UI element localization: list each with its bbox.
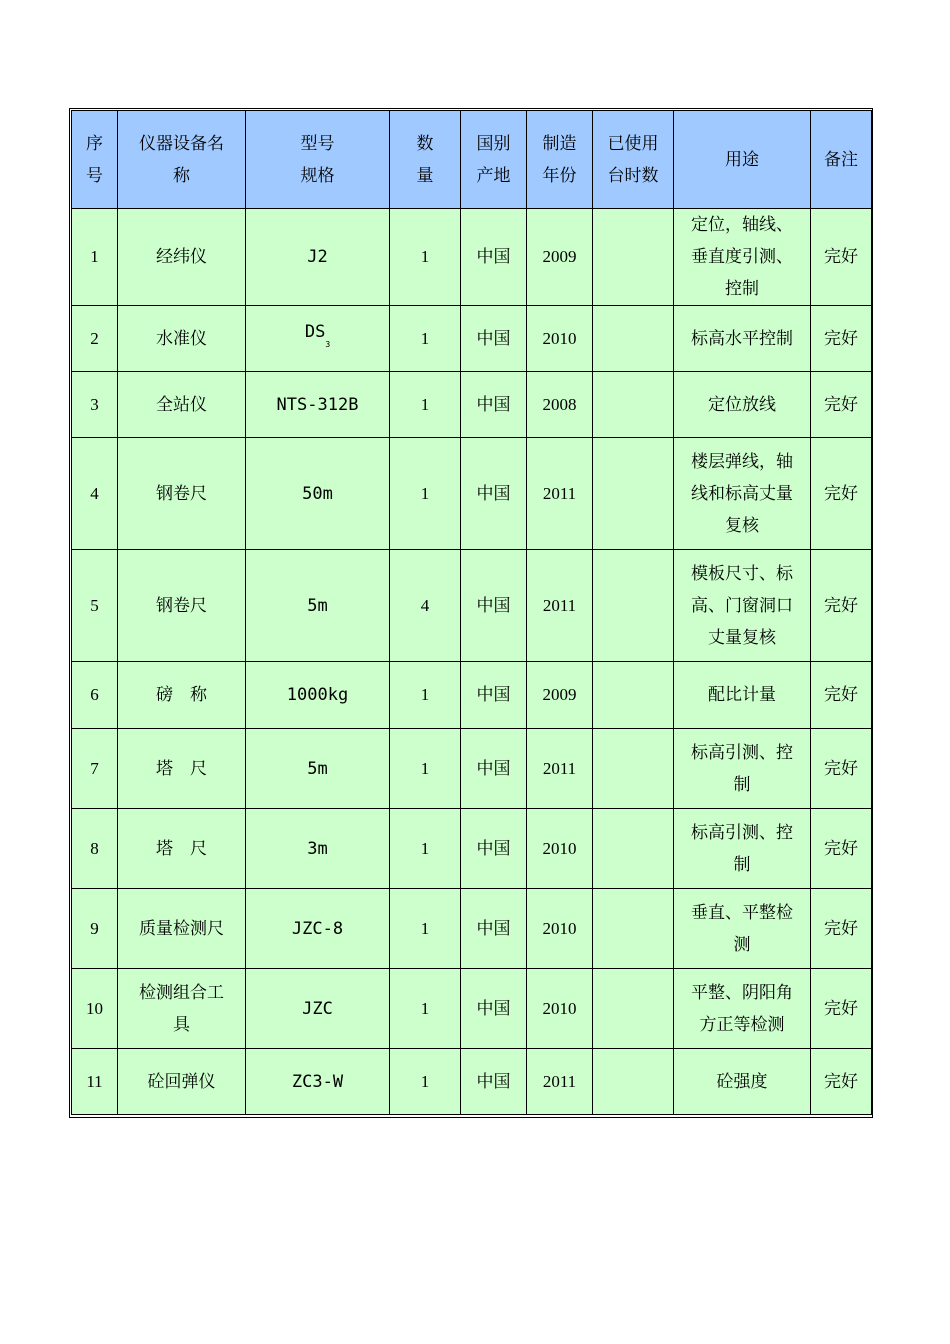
table-row [72,969,872,1049]
cell-origin: 中国 [461,729,527,809]
cell-note: 完好 [811,809,872,889]
cell-name: 全站仪 [118,372,246,438]
cell-origin: 中国 [461,209,527,306]
header-cell-origin: 国别 产地 [461,111,527,209]
cell-year: 2011 [527,550,593,662]
cell-name: 检测组合工 具 [118,969,246,1049]
cell-qty: 1 [390,662,461,729]
cell-qty: 1 [390,306,461,372]
cell-name: 水准仪 [118,306,246,372]
cell-note: 完好 [811,372,872,438]
header-cell-no: 序 号 [72,111,118,209]
cell-origin: 中国 [461,306,527,372]
cell-year: 2010 [527,889,593,969]
cell-no: 5 [72,550,118,662]
cell-origin: 中国 [461,662,527,729]
header-cell-name: 仪器设备名 称 [118,111,246,209]
cell-qty: 1 [390,809,461,889]
cell-hours [593,729,674,809]
cell-hours [593,438,674,550]
cell-name: 质量检测尺 [118,889,246,969]
cell-year: 2009 [527,209,593,306]
cell-model: 50m [246,438,390,550]
header-cell-hours: 已使用 台时数 [593,111,674,209]
cell-note: 完好 [811,209,872,306]
cell-origin: 中国 [461,372,527,438]
cell-model: JZC-8 [246,889,390,969]
table-row [72,438,872,550]
cell-note: 完好 [811,306,872,372]
cell-model: 1000kg [246,662,390,729]
cell-note: 完好 [811,438,872,550]
cell-year: 2011 [527,1049,593,1115]
header-row [72,111,872,209]
table-row [72,662,872,729]
header-cell-note: 备注 [811,111,872,209]
cell-model: $DS_3$ [246,306,390,372]
cell-qty: 4 [390,550,461,662]
cell-year: 2010 [527,306,593,372]
cell-note: 完好 [811,729,872,809]
cell-use: 楼层弹线，轴 线和标高丈量 复核 [674,438,811,550]
cell-model: 5m [246,550,390,662]
cell-no: 3 [72,372,118,438]
cell-origin: 中国 [461,969,527,1049]
cell-qty: 1 [390,729,461,809]
cell-qty: 1 [390,438,461,550]
cell-model: ZC3-W [246,1049,390,1115]
cell-name: 经纬仪 [118,209,246,306]
cell-use: 砼强度 [674,1049,811,1115]
cell-model: 5m [246,729,390,809]
cell-no: 7 [72,729,118,809]
table-row [72,809,872,889]
cell-hours [593,1049,674,1115]
cell-name: 塔 尺 [118,809,246,889]
cell-year: 2009 [527,662,593,729]
cell-origin: 中国 [461,809,527,889]
cell-hours [593,209,674,306]
cell-no: 9 [72,889,118,969]
header-cell-model: 型号 规格 [246,111,390,209]
cell-note: 完好 [811,889,872,969]
cell-no: 10 [72,969,118,1049]
cell-name: 磅 称 [118,662,246,729]
cell-model: 3m [246,809,390,889]
cell-note: 完好 [811,1049,872,1115]
cell-name: 钢卷尺 [118,550,246,662]
cell-year: 2010 [527,969,593,1049]
cell-qty: 1 [390,969,461,1049]
cell-use: 配比计量 [674,662,811,729]
table-row [72,550,872,662]
cell-note: 完好 [811,550,872,662]
cell-origin: 中国 [461,1049,527,1115]
cell-name: 砼回弹仪 [118,1049,246,1115]
table-body [72,111,872,1115]
cell-origin: 中国 [461,889,527,969]
table-row [72,306,872,372]
cell-qty: 1 [390,1049,461,1115]
cell-year: 2011 [527,438,593,550]
cell-hours [593,889,674,969]
cell-origin: 中国 [461,550,527,662]
table-row [72,1049,872,1115]
cell-no: 4 [72,438,118,550]
cell-name: 塔 尺 [118,729,246,809]
cell-year: 2011 [527,729,593,809]
cell-hours [593,969,674,1049]
cell-use: 模板尺寸、标 高、门窗洞口 丈量复核 [674,550,811,662]
cell-model: JZC [246,969,390,1049]
cell-no: 1 [72,209,118,306]
cell-use: 标高水平控制 [674,306,811,372]
table-row [72,729,872,809]
cell-model: NTS-312B [246,372,390,438]
cell-qty: 1 [390,372,461,438]
cell-hours [593,550,674,662]
table-row [72,889,872,969]
cell-origin: 中国 [461,438,527,550]
cell-use: 平整、阴阳角 方正等检测 [674,969,811,1049]
cell-no: 11 [72,1049,118,1115]
cell-use: 定位放线 [674,372,811,438]
cell-hours [593,306,674,372]
equipment-table [71,110,872,1115]
cell-hours [593,372,674,438]
cell-no: 8 [72,809,118,889]
cell-use: 标高引测、控 制 [674,809,811,889]
cell-qty: 1 [390,889,461,969]
cell-hours [593,809,674,889]
cell-model: J2 [246,209,390,306]
cell-note: 完好 [811,662,872,729]
header-cell-qty: 数 量 [390,111,461,209]
cell-use: 标高引测、控 制 [674,729,811,809]
cell-use: 定位，轴线、 垂直度引测、 控制 [674,209,811,306]
cell-year: 2010 [527,809,593,889]
cell-note: 完好 [811,969,872,1049]
cell-use: 垂直、平整检 测 [674,889,811,969]
cell-year: 2008 [527,372,593,438]
cell-hours [593,662,674,729]
table-row [72,209,872,306]
cell-no: 6 [72,662,118,729]
table-row [72,372,872,438]
header-cell-year: 制造 年份 [527,111,593,209]
cell-name: 钢卷尺 [118,438,246,550]
cell-no: 2 [72,306,118,372]
cell-qty: 1 [390,209,461,306]
header-cell-use: 用途 [674,111,811,209]
